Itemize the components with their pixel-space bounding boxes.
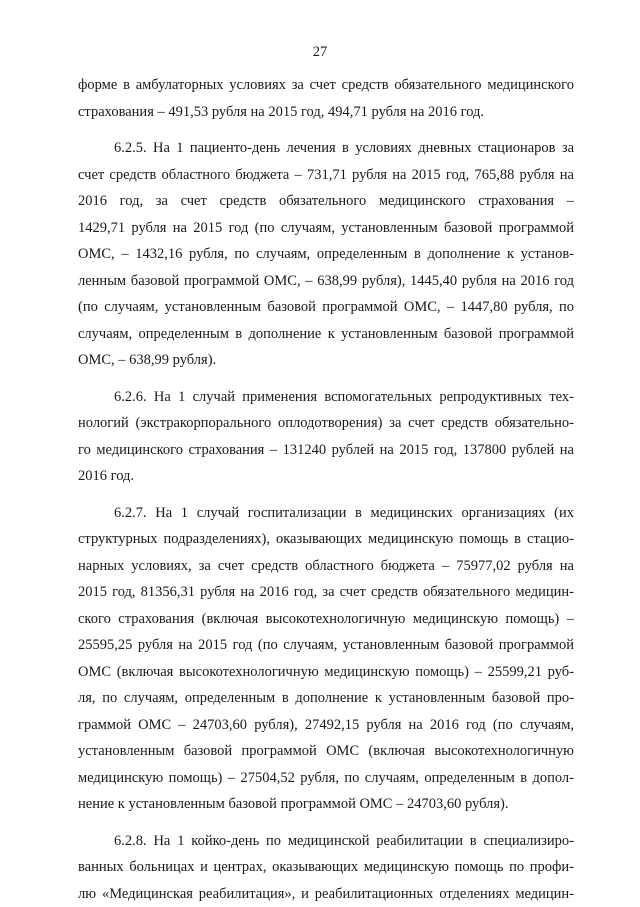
document-body: [78, 72, 574, 907]
text-line: ОМС, – 638,99 рубля).: [78, 347, 574, 374]
text-line: 2016 год, за счет средств обязательного медицинского страхования –: [78, 188, 574, 215]
text-line: ля, по случаям, определенным в дополнение к установленным базовой про-: [78, 685, 574, 712]
text-line: (по случаям, установленным базовой программой ОМС, – 1447,80 рубля, по: [78, 294, 574, 321]
page-number: 27: [0, 44, 640, 61]
text-line: 6.2.6. На 1 случай применения вспомогательных репродуктивных тех-: [78, 384, 574, 411]
text-line: форме в амбулаторных условиях за счет средств обязательного медицинского: [78, 72, 574, 99]
text-line: медицинскую помощь) – 27504,52 рубля, по случаям, определенным в допол-: [78, 765, 574, 792]
text-line: счет средств областного бюджета – 731,71 рубля на 2015 год, 765,88 рубля на: [78, 162, 574, 189]
paragraph-6-2-7: [78, 500, 574, 818]
text-line: нологий (экстракорпорального оплодотворения) за счет средств обязательно-: [78, 410, 574, 437]
paragraph-6-2-6: [78, 384, 574, 490]
text-line: лю «Медицинская реабилитация», и реабилитационных отделениях медицин-: [78, 881, 574, 907]
paragraph-6-2-8: [78, 828, 574, 907]
text-line: ОМС, – 1432,16 рубля, по случаям, определенным в дополнение к установ-: [78, 241, 574, 268]
text-line: 2015 год, 81356,31 рубля на 2016 год, за счет средств обязательного медицин-: [78, 579, 574, 606]
text-line: 6.2.8. На 1 койко-день по медицинской реабилитации в специализиро-: [78, 828, 574, 855]
text-line: структурных подразделениях), оказывающих медицинскую помощь в стацио-: [78, 526, 574, 553]
text-line: нение к установленным базовой программой ОМС – 24703,60 рубля).: [78, 791, 574, 818]
text-line: 25595,25 рубля на 2015 год (по случаям, установленным базовой программой: [78, 632, 574, 659]
paragraph-continuation: [78, 72, 574, 125]
text-line: нарных условиях, за счет средств областного бюджета – 75977,02 рубля на: [78, 553, 574, 580]
text-line: 6.2.5. На 1 пациенто-день лечения в условиях дневных стационаров за: [78, 135, 574, 162]
text-line: ОМС (включая высокотехнологичную медицинскую помощь) – 25599,21 руб-: [78, 659, 574, 686]
text-line: го медицинского страхования – 131240 рублей на 2015 год, 137800 рублей на: [78, 437, 574, 464]
text-line: ванных больницах и центрах, оказывающих медицинскую помощь по профи-: [78, 854, 574, 881]
text-line: 6.2.7. На 1 случай госпитализации в медицинских организациях (их: [78, 500, 574, 527]
text-line: случаям, определенным в дополнение к установленным базовой программой: [78, 321, 574, 348]
paragraph-6-2-5: [78, 135, 574, 374]
text-line: ского страхования (включая высокотехнологичную медицинскую помощь) –: [78, 606, 574, 633]
text-line: 2016 год.: [78, 463, 574, 490]
text-line: установленным базовой программой ОМС (включая высокотехнологичную: [78, 738, 574, 765]
text-line: ленным базовой программой ОМС, – 638,99 рубля), 1445,40 рубля на 2016 год: [78, 268, 574, 295]
text-line: страхования – 491,53 рубля на 2015 год, 494,71 рубля на 2016 год.: [78, 99, 574, 126]
text-line: 1429,71 рубля на 2015 год (по случаям, установленным базовой программой: [78, 215, 574, 242]
text-line: граммой ОМС – 24703,60 рубля), 27492,15 рубля на 2016 год (по случаям,: [78, 712, 574, 739]
